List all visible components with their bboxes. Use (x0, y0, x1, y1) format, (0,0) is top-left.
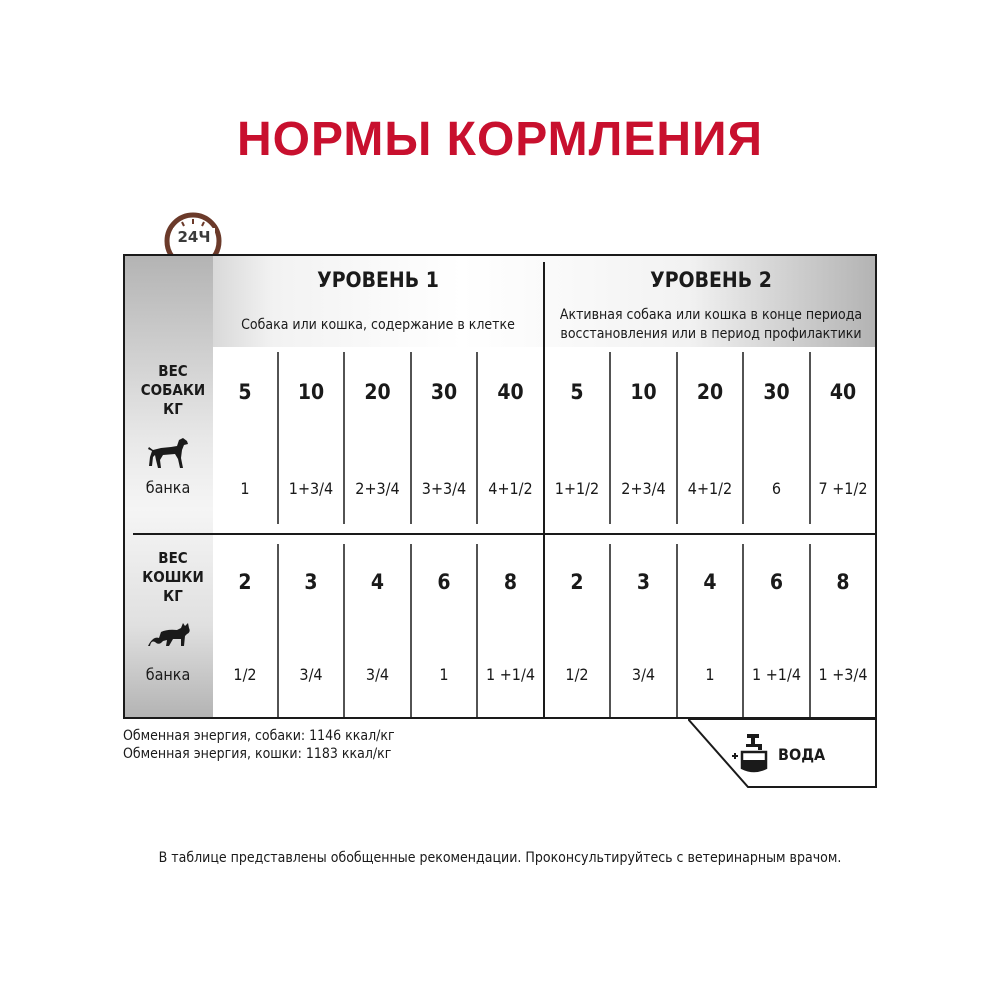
cat-weight-label: ВЕС КОШКИ КГ (142, 549, 204, 605)
level-2-description-line-2: восстановления или в период профилактики (560, 326, 862, 342)
level-2-description-line-1: Активная собака или кошка в конце периода (559, 307, 863, 323)
dog-weight-cell: 20 (364, 380, 391, 404)
cat-weight-cell: 8 (503, 570, 518, 594)
dog-can-cell: 1+3/4 (288, 479, 334, 498)
cat-weight-cell: 6 (769, 570, 784, 594)
feeding-table (123, 254, 877, 719)
dog-weight-cell: 5 (570, 380, 584, 404)
cat-can-cell: 3/4 (631, 665, 656, 684)
dog-weight-cell: 40 (829, 380, 857, 404)
dog-weight-cell: 10 (297, 380, 325, 404)
cat-can-cell: 3/4 (299, 665, 323, 684)
cat-weight-cell: 2 (238, 570, 252, 594)
dog-can-cell: 4+1/2 (488, 479, 533, 498)
cat-weight-cell: 6 (437, 570, 451, 594)
water-tap-icon (732, 732, 770, 774)
energy-note-cat: Обменная энергия, кошки: 1183 ккал/кг (123, 746, 392, 762)
cat-weight-cell: 3 (636, 570, 651, 594)
cat-can-cell: 3/4 (365, 665, 390, 684)
cat-weight-cell: 8 (836, 570, 850, 594)
cat-can-cell: 1 +3/4 (818, 665, 868, 684)
dog-can-cell: 2+3/4 (355, 479, 400, 498)
dog-can-cell: 7 +1/2 (818, 479, 868, 498)
cat-can-cell: 1 (439, 665, 449, 684)
cat-can-cell: 1 +1/4 (486, 665, 535, 684)
dog-can-cell: 2+3/4 (621, 479, 666, 498)
dog-weight-cell: 10 (630, 380, 657, 404)
dog-weight-cell: 20 (696, 380, 724, 404)
dog-can-cell: 4+1/2 (687, 479, 733, 498)
energy-note-dog: Обменная энергия, собаки: 1146 ккал/кг (123, 728, 395, 744)
cat-can-cell: 1/2 (565, 665, 589, 684)
footer-disclaimer: В таблице представлены обобщенные рекомендации. Проконсультируйтесь с ветеринарным врачом. (158, 850, 842, 866)
cat-can-cell: 1 +1/4 (752, 665, 801, 684)
dog-can-cell: 1+1/2 (554, 479, 600, 498)
water-label: ВОДА (778, 745, 826, 764)
dog-weight-label: ВЕС СОБАКИ КГ (140, 362, 206, 418)
cat-can-cell: 1/2 (233, 665, 257, 684)
dog-can-cell: 1 (240, 479, 250, 498)
cat-can-label: банка (145, 665, 191, 684)
dog-weight-cell: 5 (238, 380, 252, 404)
cat-weight-cell: 3 (304, 570, 318, 594)
dog-can-label: банка (145, 478, 191, 497)
cat-weight-cell: 4 (703, 570, 717, 594)
dog-icon (147, 436, 189, 470)
cat-weight-cell: 2 (570, 570, 584, 594)
page-title: НОРМЫ КОРМЛЕНИЯ (236, 113, 764, 166)
dog-weight-cell: 30 (763, 380, 790, 404)
level-1-heading: УРОВЕНЬ 1 (317, 268, 439, 292)
clock-24h-label: 24Ч (173, 228, 215, 246)
dog-can-cell: 6 (771, 479, 782, 498)
cat-can-cell: 1 (705, 665, 715, 684)
level-2-heading: УРОВЕНЬ 2 (650, 268, 772, 292)
dog-weight-cell: 40 (497, 380, 524, 404)
cat-icon (147, 622, 193, 648)
cat-weight-cell: 4 (370, 570, 385, 594)
level-1-description: Собака или кошка, содержание в клетке (241, 317, 515, 333)
dog-can-cell: 3+3/4 (421, 479, 467, 498)
dog-weight-cell: 30 (430, 380, 458, 404)
